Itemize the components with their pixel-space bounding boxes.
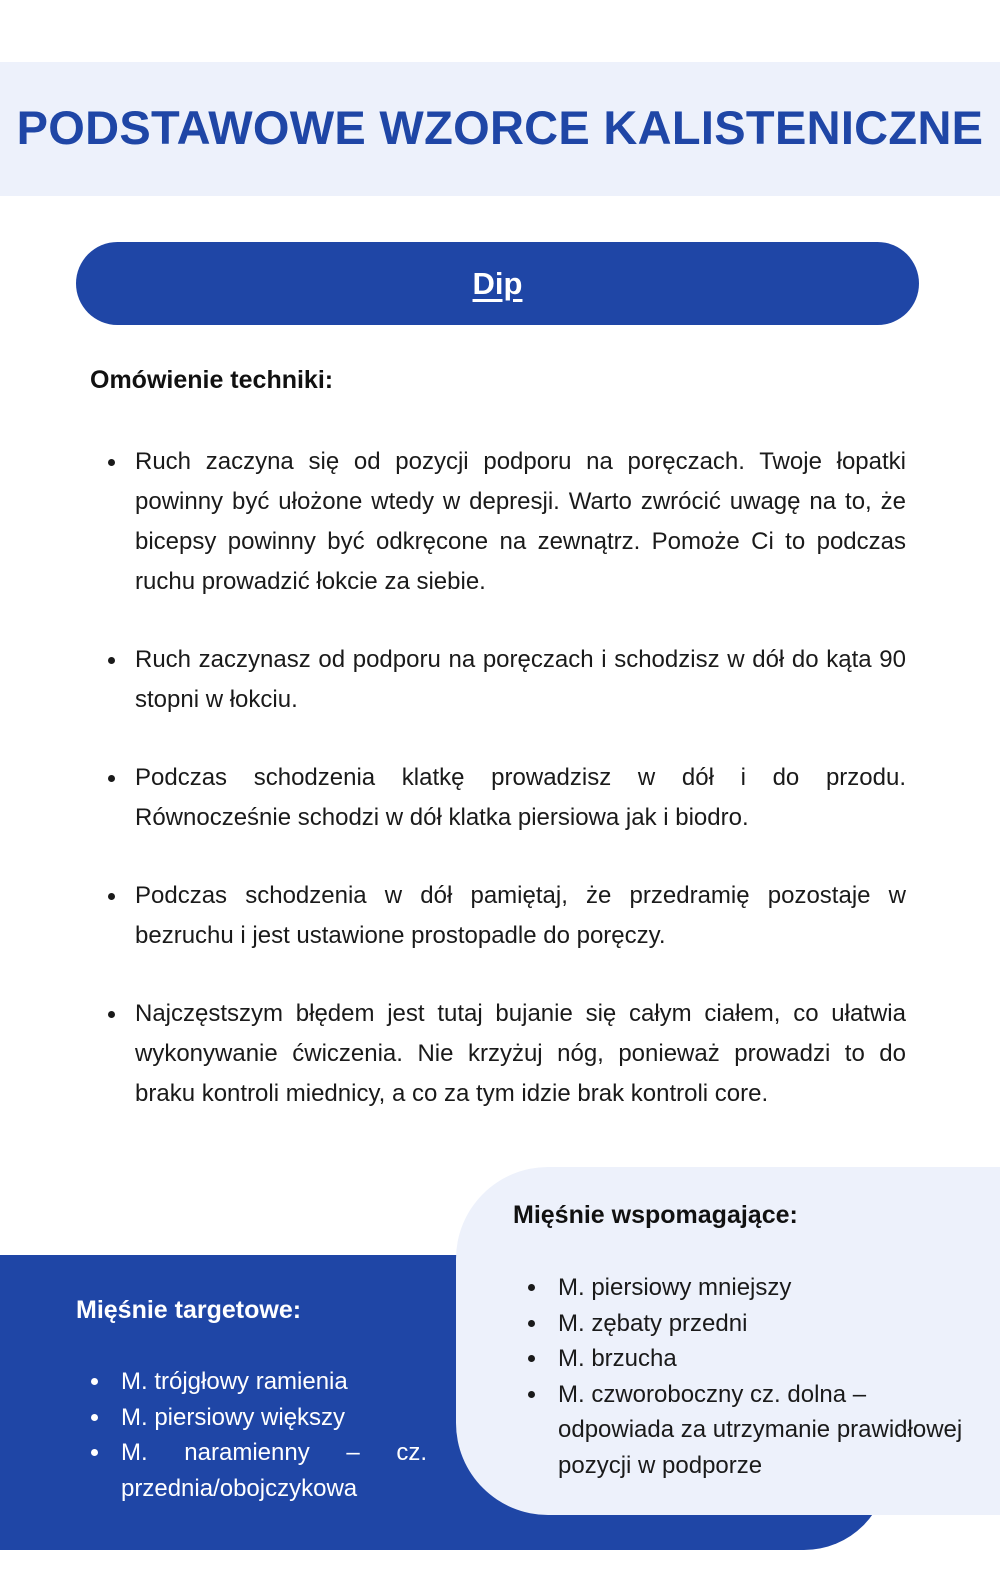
support-muscle-item: M. czworoboczny cz. dolna – odpowiada za utrzymanie prawidłowej pozycji w podporze <box>528 1377 968 1484</box>
support-muscle-item: M. zębaty przedni <box>528 1306 968 1342</box>
technique-item: Ruch zaczynasz od podporu na poręczach i schodzisz w dół do kąta 90 stopni w łokciu. <box>108 640 906 720</box>
technique-list <box>108 442 906 1152</box>
target-muscles-heading: Mięśnie targetowe: <box>76 1296 302 1324</box>
target-muscle-item: M. naramienny – cz. przednia/obojczykowa <box>91 1435 427 1506</box>
exercise-name-banner <box>76 242 919 325</box>
technique-item: Najczęstszym błędem jest tutaj bujanie się całym ciałem, co ułatwia wykonywanie ćwiczenia. Nie krzyżuj nóg, ponieważ prowadzi to do braku kontroli miednicy, a co za tym idzie brak kontroli core. <box>108 994 906 1114</box>
technique-heading: Omówienie techniki: <box>90 366 334 394</box>
support-muscles-list <box>528 1270 968 1483</box>
exercise-name: Dip <box>472 265 523 301</box>
support-muscles-heading: Mięśnie wspomagające: <box>513 1201 798 1229</box>
technique-item: Podczas schodzenia klatkę prowadzisz w dół i do przodu. Równocześnie schodzi w dół klatka piersiowa jak i biodro. <box>108 758 906 838</box>
target-muscle-item: M. trójgłowy ramienia <box>91 1364 427 1400</box>
technique-item: Podczas schodzenia w dół pamiętaj, że przedramię pozostaje w bezruchu i jest ustawione prostopadle do poręczy. <box>108 876 906 956</box>
support-muscle-item: M. piersiowy mniejszy <box>528 1270 968 1306</box>
target-muscles-list <box>91 1364 427 1506</box>
page-title: PODSTAWOWE WZORCE KALISTENICZNE <box>16 101 984 154</box>
support-muscle-item: M. brzucha <box>528 1341 968 1377</box>
target-muscle-item: M. piersiowy większy <box>91 1400 427 1436</box>
technique-item: Ruch zaczyna się od pozycji podporu na poręczach. Twoje łopatki powinny być ułożone wtedy w depresji. Warto zwrócić uwagę na to, że bicepsy powinny być odkręcone na zewnątrz. Pomoże Ci to podczas ruchu prowadzić łokcie za siebie. <box>108 442 906 602</box>
